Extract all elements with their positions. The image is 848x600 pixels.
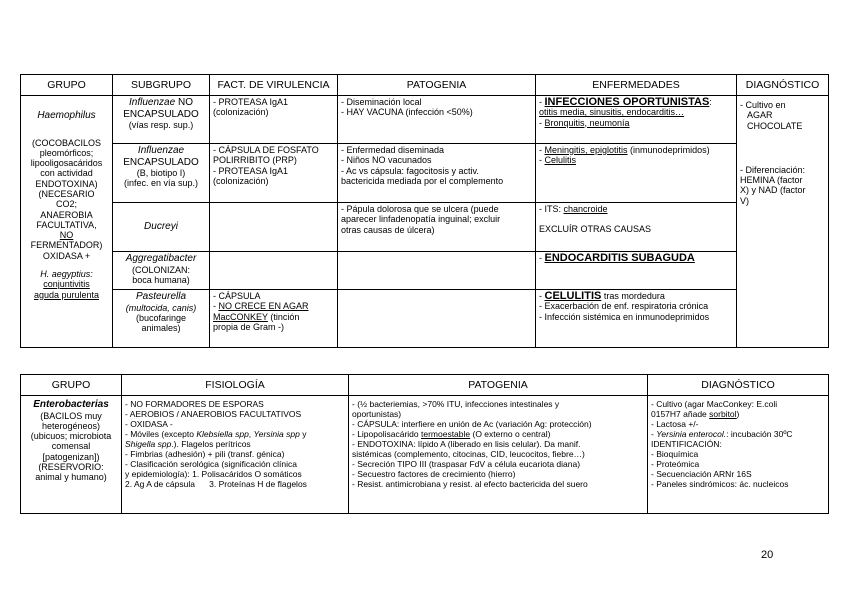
table-row: [21, 144, 829, 203]
inmunodeprimidos: (inmunodeprimidos): [627, 145, 710, 155]
subgrupo-line: (B, biotipo I): [136, 168, 186, 178]
diag-text: ): [736, 409, 740, 419]
endocarditis-subaguda: ENDOCARDITIS SUBAGUDA: [544, 252, 695, 264]
grupo-no: NO: [59, 230, 74, 241]
subgrupo-name: Pasteurella: [135, 291, 187, 302]
yersinia: Yersinia spp: [253, 429, 300, 439]
subgrupo-line: ENCAPSULADO: [123, 156, 199, 168]
fact-line: POLIRRIBITO (PRP): [213, 155, 297, 166]
haemophilus-table: [20, 74, 829, 348]
header-diagnostico: DIAGNÓSTICO: [648, 375, 829, 396]
grupo-line: (ubicuos; microbiota: [30, 431, 112, 442]
diag-line: - Cultivo en: [740, 100, 786, 110]
colon: :: [709, 97, 712, 107]
subgrupo-name: Ducreyi: [144, 221, 178, 233]
diag-line: IDENTIFICACIÓN:: [651, 439, 722, 449]
patogenia-cell: [338, 203, 536, 252]
fisio-text: - Móviles (excepto: [125, 429, 197, 439]
enfermedades-line: - Exacerbación de enf. respiratoria crónica: [539, 301, 709, 312]
subgrupo-line: (vías resp. sup.): [128, 120, 194, 130]
patogenia-line: otras causas de úlcera): [341, 224, 435, 235]
table-row: [21, 96, 829, 144]
tras-mordedura: tras mordedura: [601, 291, 665, 301]
patogenia-line: aparecer linfadenopatía inguinal; excluir: [341, 214, 501, 225]
subgrupo-name: Aggregatibacter: [125, 253, 197, 264]
subgrupo-ducreyi: [113, 203, 210, 252]
subgrupo-line: (COLONIZAN:: [131, 264, 190, 275]
bullet: -: [539, 97, 545, 107]
pat-line: oportunistas): [352, 409, 402, 419]
table-row: [21, 290, 829, 348]
bullet: -: [539, 291, 545, 301]
header-subgrupo: SUBGRUPO: [113, 75, 210, 96]
patogenia-line: - Pápula dolorosa que se ulcera (puede: [341, 204, 499, 214]
diag-text: -: [651, 429, 657, 439]
fisio-line: - NO FORMADORES DE ESPORAS: [125, 399, 264, 409]
fisio-line: y epidemiología): 1. Polisacáridos O somáticos: [125, 469, 302, 479]
diagnostico-cell: [648, 396, 829, 514]
enfermedades-cell: [536, 144, 737, 203]
subgrupo-aggregatibacter: [113, 252, 210, 290]
grupo-desc-line: lipooligosacáridos: [30, 158, 103, 169]
subgrupo-pasteurella: [113, 290, 210, 348]
shigella: Shigella spp: [125, 439, 172, 449]
header-fact-virulencia: FACT. DE VIRULENCIA: [210, 75, 338, 96]
grupo-aegyptius: H. aegyptius:: [40, 269, 93, 280]
grupo-conjuntivitis-2: aguda purulenta: [33, 289, 100, 300]
celulitis: Celulitis: [544, 155, 577, 166]
celulitis-main: CELULITIS: [544, 290, 602, 302]
bullet: -: [539, 117, 545, 128]
grupo-name: Enterobacterias: [33, 399, 109, 410]
patogenia-line: bactericida mediada por el complemento: [341, 175, 504, 186]
grupo-name: Haemophilus: [37, 110, 96, 121]
subgrupo-line: animales): [141, 323, 181, 334]
grupo-line: (BACILOS muy: [40, 410, 102, 421]
yersinia-enterocol: Yersinia enterocol.: [656, 429, 727, 439]
header-enfermedades: ENFERMEDADES: [536, 75, 737, 96]
enfermedades-cell: [536, 96, 737, 144]
enterobacterias-table: [20, 374, 829, 514]
enfermedades-line: - Infección sistémica en inmunodeprimidos: [539, 311, 710, 322]
grupo-desc-line: con actividad: [40, 168, 93, 179]
diag-line: - Paneles sindrómicos: ác. nucleicos: [651, 479, 789, 489]
patogenia-cell-empty: [338, 290, 536, 348]
bullet: -: [539, 145, 545, 155]
infecciones-oportunistas: INFECCIONES OPORTUNISTAS: [544, 96, 710, 108]
patogenia-line: - Niños NO vacunados: [341, 155, 432, 166]
diag-line: CHOCOLATE: [747, 120, 803, 131]
grupo-desc-line: ENDOTOXINA): [35, 178, 98, 189]
grupo-oxidasa: OXIDASA +: [42, 250, 91, 261]
patogenia-line: - Ac vs cápsula: fagocitosis y activ.: [341, 165, 479, 176]
table-row: [21, 252, 829, 290]
sorbitol: sorbitol: [709, 409, 737, 419]
diag-text: : incubación 30ºC: [726, 429, 793, 439]
header-patogenia: PATOGENIA: [349, 375, 648, 396]
fisio-line: - AEROBIOS / ANAEROBIOS FACULTATIVOS: [125, 409, 302, 419]
fisio-text: ,: [248, 429, 254, 439]
fact-line: - PROTEASA IgA1: [213, 165, 289, 176]
diag-line: - Secuenciación ARNr 16S: [651, 469, 752, 479]
fact-virulencia-cell-empty: [210, 252, 338, 290]
fact-virulencia-cell: [210, 144, 338, 203]
diag-line: - Diferenciación:: [740, 164, 806, 175]
subgrupo-influenzae-no-encapsulado: [113, 96, 210, 144]
header-grupo: GRUPO: [21, 375, 122, 396]
subgrupo-line: (infec. en vía sup.): [123, 178, 199, 189]
table-row: [21, 203, 829, 252]
fisio-line: - OXIDASA -: [125, 419, 173, 429]
subgrupo-name: Influenzae: [129, 97, 176, 108]
bullet: -: [539, 155, 545, 166]
diag-line: - Lactosa +/-: [651, 419, 699, 429]
diag-line: AGAR: [747, 110, 773, 121]
grupo-desc-line: FACULTATIVA,: [36, 219, 97, 230]
subgrupo-name-rest: NO: [175, 97, 193, 108]
chancroide: chancroide: [563, 204, 608, 214]
grupo-fermentador: FERMENTADOR): [30, 240, 103, 251]
header-fisiologia: FISIOLOGÍA: [122, 375, 349, 396]
grupo-haemophilus-cell: [21, 96, 113, 348]
grupo-line: animal y humano): [35, 472, 107, 483]
diag-text: 0157H7 añade: [651, 409, 710, 419]
enfermedades-cell: [536, 290, 737, 348]
fisio-line: - Fimbrias (adhesión) + pili (transf. génica): [125, 449, 285, 459]
fact-line: - CÁPSULA: [213, 291, 261, 301]
grupo-line: heterogéneos): [41, 420, 101, 431]
grupo-line: comensal: [51, 441, 91, 452]
patogenia-cell: [349, 396, 648, 514]
no-crece-agar: NO CRECE EN AGAR: [218, 301, 309, 312]
diag-line: - Cultivo (agar MacConkey: E.coli: [651, 399, 778, 409]
header-diagnostico: DIAGNÓSTICO: [737, 75, 829, 96]
fisio-line: 2. Ag A de cápsula 3. Proteínas H de flagelos: [125, 479, 307, 489]
subgrupo-influenzae-encapsulado: [113, 144, 210, 203]
fisio-text: y: [299, 429, 307, 439]
tincion: (tinción: [267, 311, 300, 322]
patogenia-cell-empty: [338, 252, 536, 290]
fact-virulencia-cell: [210, 96, 338, 144]
klebsiella: Klebsiella spp: [196, 429, 249, 439]
enfermedades-cell: [536, 252, 737, 290]
grupo-desc-line: CO2;: [55, 199, 77, 210]
subgrupo-name: Influenzae: [137, 145, 185, 156]
bullet: -: [539, 253, 545, 263]
fact-line: propia de Gram -): [213, 321, 285, 332]
diag-line: HEMINA (factor: [740, 175, 803, 186]
page-number: 20: [761, 549, 774, 561]
pat-line: sistémicas (complemento, citocinas, CID, leucocitos, fiebre…): [352, 449, 585, 459]
macconkey: MacCONKEY: [213, 311, 268, 322]
grupo-line: [patogenizan]): [42, 451, 100, 462]
fact-line: (colonización): [213, 175, 269, 186]
termoestable: termoestable: [420, 429, 471, 439]
subgrupo-line: ENCAPSULADO: [123, 108, 199, 120]
fisio-line: - Clasificación serológica (significación clínica: [125, 459, 297, 469]
grupo-desc-line: ANAEROBIA: [40, 209, 93, 220]
table-row: [21, 396, 829, 514]
diag-line: V): [740, 195, 749, 206]
pat-line: - Resist. antimicrobiana y resist. al efecto bactericida del suero: [352, 479, 588, 489]
fact-line: - CÁPSULA DE FOSFATO: [213, 145, 319, 155]
grupo-enterobacterias-cell: [21, 396, 122, 514]
pat-text: - Lipopolisacárido: [352, 429, 421, 439]
excluir-otras-causas: EXCLUÍR OTRAS CAUSAS: [539, 224, 652, 235]
patogenia-line: - Enfermedad diseminada: [341, 145, 445, 155]
subgrupo-line: boca humana): [132, 274, 190, 285]
fisiologia-cell: [122, 396, 349, 514]
patogenia-line: - HAY VACUNA (infección <50%): [341, 107, 473, 118]
patogenia-cell: [338, 96, 536, 144]
its: - ITS:: [539, 204, 564, 214]
pat-line: - Secuestro factores de crecimiento (hierro): [352, 469, 516, 479]
diag-line: X) y NAD (factor: [740, 185, 806, 196]
header-grupo: GRUPO: [21, 75, 113, 96]
fact-line: (colonización): [213, 107, 269, 118]
subgrupo-line: (bucofaringe: [135, 312, 187, 323]
meningitis-epiglotitis: Meningitis, epiglotitis: [544, 145, 628, 155]
diag-line: - Proteómica: [651, 459, 700, 469]
fisio-text: .). Flagelos perítricos: [171, 439, 251, 449]
pat-line: - Secreción TIPO III (traspasar FdV a célula eucariota diana): [352, 459, 581, 469]
patogenia-line: - Diseminación local: [341, 97, 422, 107]
grupo-line: (RESERVORIO:: [38, 461, 104, 472]
enfermedades-cell: [536, 203, 737, 252]
fact-virulencia-cell: [210, 290, 338, 348]
pat-line: - (½ bacteriemias, >70% ITU, infecciones intestinales y: [352, 399, 560, 409]
pat-text: (O externo o central): [470, 429, 551, 439]
table-header-row: [21, 375, 829, 396]
grupo-conjuntivitis: conjuntivitis: [43, 279, 90, 290]
bronquitis-neumonia: Bronquitis, neumonía: [544, 117, 630, 128]
grupo-desc-line: (COCOBACILOS: [31, 137, 101, 148]
pat-line: - ENDOTOXINA: lípido A (liberado en lisis celular). Da manif.: [352, 439, 581, 449]
grupo-desc-line: pleomórficos;: [39, 147, 94, 158]
grupo-desc-line: (NECESARIO: [38, 188, 95, 199]
table-header-row: [21, 75, 829, 96]
pat-line: - CÁPSULA: interfiere en unión de Ac (variación Ag: protección): [352, 419, 592, 429]
header-patogenia: PATOGENIA: [338, 75, 536, 96]
fact-virulencia-cell-empty: [210, 203, 338, 252]
bullet: -: [213, 301, 219, 312]
diagnostico-cell: [737, 96, 829, 348]
patogenia-cell: [338, 144, 536, 203]
enfermedades-line: otitis media, sinusitis, endocarditis…: [539, 107, 685, 118]
subgrupo-species: (multocida, canis): [125, 302, 197, 313]
fact-line: - PROTEASA IgA1: [213, 97, 289, 107]
diag-line: - Bioquímica: [651, 449, 699, 459]
